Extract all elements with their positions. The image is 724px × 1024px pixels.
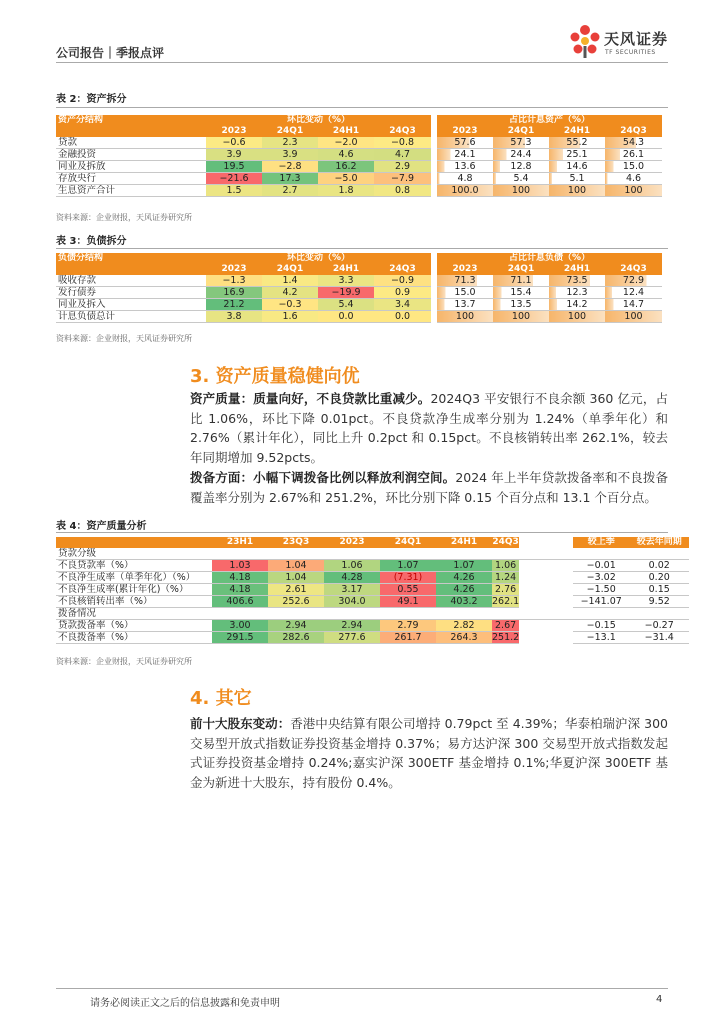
value-cell: 4.18 [212, 572, 268, 584]
qoq-cell: 3.4 [374, 299, 431, 311]
header-qoq: 较上季 [573, 537, 629, 548]
qoq-cell: 2.3 [262, 137, 318, 149]
header-period: 24Q3 [605, 126, 662, 137]
yoy-change: 0.15 [629, 584, 689, 596]
table-row [56, 311, 662, 323]
section4-lead: 前十大股东变动： [190, 716, 291, 731]
column-spacer [519, 560, 573, 572]
row-label: 不良净生成率（单季年化）（%） [56, 572, 212, 584]
share-cell: 57.6 [437, 137, 493, 149]
report-type: 公司报告｜季报点评 [56, 46, 165, 60]
header-group-share: 占比计息负债（%） [437, 253, 662, 264]
value-cell: 4.18 [212, 584, 268, 596]
table2-top-rule [56, 107, 668, 108]
qoq-cell: 4.7 [374, 149, 431, 161]
value-cell: 1.04 [268, 572, 324, 584]
footer-disclaimer: 请务必阅读正文之后的信息披露和免责申明 [90, 998, 280, 1009]
table-row [56, 560, 689, 572]
yoy-change: 0.02 [629, 560, 689, 572]
header-period: 24Q1 [380, 537, 436, 548]
section-label: 拨备情况 [56, 608, 689, 620]
header-period: 24H1 [549, 126, 605, 137]
qoq-cell: 3.9 [206, 149, 262, 161]
share-cell: 71.3 [437, 275, 493, 287]
header-period: 24Q1 [493, 126, 549, 137]
share-cell: 100 [549, 185, 605, 197]
value-cell: 2.76 [492, 584, 519, 596]
value-cell: 1.03 [212, 560, 268, 572]
header-period: 24Q3 [492, 537, 519, 547]
value-cell: 406.6 [212, 596, 268, 608]
header-period: 24H1 [318, 126, 374, 137]
share-cell: 15.4 [493, 287, 549, 299]
qoq-cell: 3.9 [262, 149, 318, 161]
table-row [56, 161, 662, 173]
value-cell: 1.04 [268, 560, 324, 572]
share-cell: 71.1 [493, 275, 549, 287]
value-cell: 282.6 [268, 632, 324, 644]
yoy-change: −0.27 [629, 620, 689, 632]
row-label: 贷款拨备率（%） [56, 620, 212, 632]
qoq-cell: 0.0 [374, 311, 431, 323]
qoq-cell: 0.8 [374, 185, 431, 197]
p2-text: 2024 年上半年贷款拨备率和不良拨备覆盖率分别为 2.67%和 251.2%，环比分别下降 0.15 个百分点和 13.1 个百分点。 [190, 470, 668, 505]
header-period: 2023 [437, 126, 493, 137]
section3-paragraph-1 [190, 389, 668, 467]
qoq-cell: 17.3 [262, 173, 318, 185]
header-period: 24H1 [436, 537, 492, 548]
header-period: 24H1 [549, 264, 605, 275]
qoq-cell: 0.9 [374, 287, 431, 299]
value-cell: 3.00 [212, 620, 268, 632]
share-cell: 55.2 [549, 137, 605, 149]
share-cell: 54.3 [605, 137, 662, 149]
table4-top-rule [56, 532, 668, 533]
header-group-qoq: 环比变动（%） [206, 253, 431, 264]
share-cell: 24.4 [493, 149, 549, 161]
qoq-cell: −7.9 [374, 173, 431, 185]
table-row [56, 149, 662, 161]
yoy-change: 0.20 [629, 572, 689, 584]
value-cell: 4.28 [324, 572, 380, 584]
table-row [56, 275, 662, 287]
share-cell: 100 [549, 311, 605, 323]
share-cell: 26.1 [605, 149, 662, 161]
liability-breakdown-table [56, 253, 662, 323]
value-cell: 0.55 [380, 584, 436, 596]
yoy-change: −31.4 [629, 632, 689, 644]
header-group-share: 占比计息资产（%） [437, 115, 662, 126]
row-label: 同业及拆入 [56, 299, 206, 311]
footer-divider [56, 988, 668, 989]
value-cell: 2.94 [324, 620, 380, 632]
table3-caption: 表 3：负债拆分 [56, 236, 127, 247]
header-structure: 资产分结构 [56, 115, 206, 126]
header-blank [56, 126, 206, 137]
qoq-cell: 2.9 [374, 161, 431, 173]
share-cell: 15.0 [437, 287, 493, 299]
share-cell: 24.1 [437, 149, 493, 161]
value-cell: 3.17 [324, 584, 380, 596]
value-cell: 1.06 [324, 560, 380, 572]
table-row [56, 137, 662, 149]
header-period: 24Q3 [374, 126, 431, 137]
qoq-cell: 4.2 [262, 287, 318, 299]
qoq-cell: −21.6 [206, 173, 262, 185]
qoq-cell: −19.9 [318, 287, 374, 299]
qoq-cell: −2.0 [318, 137, 374, 149]
value-cell: (7.31) [380, 572, 436, 584]
column-spacer [519, 596, 573, 608]
share-cell: 4.6 [605, 173, 662, 185]
share-cell: 15.0 [605, 161, 662, 173]
value-cell: 262.1 [492, 596, 520, 607]
value-cell: 1.06 [492, 560, 519, 572]
column-spacer [519, 584, 573, 596]
value-cell: 291.5 [212, 632, 268, 644]
company-logo [568, 22, 678, 62]
qoq-cell: −2.8 [262, 161, 318, 173]
header-divider [56, 62, 668, 63]
qoq-change: −0.15 [573, 620, 629, 632]
logo-name-cn: 天风证券 [604, 30, 669, 48]
share-cell: 12.3 [549, 287, 605, 299]
header-blank [56, 264, 206, 275]
table-row [56, 584, 689, 596]
value-cell: 403.2 [436, 596, 492, 608]
row-label: 不良拨备率（%） [56, 632, 212, 644]
qoq-change: −3.02 [573, 572, 629, 584]
qoq-change: −141.07 [573, 596, 629, 608]
qoq-cell: 4.6 [318, 149, 374, 161]
share-cell: 13.7 [437, 299, 493, 311]
section4-text: 香港中央结算有限公司增持 0.79pct 至 4.39%；华泰柏瑞沪深 300 交易型开放式指数证券投资基金增持 0.37%；易方达沪深 300 交易型开放式指数发起式证券投资基金增持 0.24%;嘉实沪深 300ETF 基金增持 0.1%;华夏沪深 300ETF 基金为新进十大股东，持有股份 0.4%。 [190, 716, 668, 790]
row-label: 贷款 [56, 137, 206, 149]
share-cell: 14.6 [549, 161, 605, 173]
share-cell: 100 [605, 311, 662, 323]
value-cell: 49.1 [380, 596, 436, 608]
share-cell: 100 [493, 311, 549, 323]
qoq-cell: 16.2 [318, 161, 374, 173]
table-row [56, 632, 689, 644]
section3-title: 3. 资产质量稳健向优 [190, 366, 360, 387]
header-period: 2023 [206, 126, 262, 137]
qoq-change: −1.50 [573, 584, 629, 596]
share-cell: 13.5 [493, 299, 549, 311]
row-label: 不良核销转出率（%） [56, 596, 212, 608]
row-label: 计息负债总计 [56, 311, 206, 323]
share-cell: 14.2 [549, 299, 605, 311]
table-row [56, 173, 662, 185]
value-cell: 261.7 [380, 632, 436, 644]
column-spacer [519, 572, 573, 584]
value-cell: 4.26 [436, 572, 492, 584]
table2-caption: 表 2：资产拆分 [56, 94, 127, 105]
table-row [56, 596, 689, 608]
value-cell: 251.2 [492, 632, 520, 643]
qoq-cell: 1.5 [206, 185, 262, 197]
header-period: 2023 [206, 264, 262, 275]
logo-name-en: TF SECURITIES [605, 49, 656, 56]
row-label: 生息资产合计 [56, 185, 206, 197]
qoq-cell: 16.9 [206, 287, 262, 299]
share-cell: 73.5 [549, 275, 605, 287]
qoq-cell: 3.3 [318, 275, 374, 287]
header-period: 24Q3 [374, 264, 431, 275]
qoq-cell: 2.7 [262, 185, 318, 197]
p2-lead: 拨备方面：小幅下调拨备比例以释放利润空间。 [190, 470, 456, 485]
value-cell: 304.0 [324, 596, 380, 608]
qoq-cell: 3.8 [206, 311, 262, 323]
p1-lead: 资产质量：质量向好，不良贷款比重减少。 [190, 391, 431, 406]
header-blank [56, 537, 212, 548]
value-cell: 2.94 [268, 620, 324, 632]
section4-title: 4. 其它 [190, 688, 252, 709]
table-row [56, 185, 662, 197]
page-number: 4 [656, 994, 663, 1005]
value-cell: 252.6 [268, 596, 324, 608]
asset-breakdown-table [56, 115, 662, 197]
header-period: 24Q3 [605, 264, 662, 275]
row-label: 存放央行 [56, 173, 206, 185]
qoq-cell: 1.4 [262, 275, 318, 287]
header-period: 24Q1 [493, 264, 549, 275]
section4-paragraph [190, 714, 668, 792]
header-period: 2023 [324, 537, 380, 548]
value-cell: 2.79 [380, 620, 436, 632]
row-label: 吸收存款 [56, 275, 206, 287]
qoq-cell: 19.5 [206, 161, 262, 173]
header-period: 24H1 [318, 264, 374, 275]
value-cell: 1.07 [380, 560, 436, 572]
qoq-cell: −0.8 [374, 137, 431, 149]
table2-source: 资料来源：企业财报，天风证券研究所 [56, 213, 192, 222]
value-cell: 1.24 [492, 572, 519, 584]
asset-quality-table [56, 537, 689, 644]
table4-source: 资料来源：企业财报，天风证券研究所 [56, 657, 192, 666]
qoq-cell: −5.0 [318, 173, 374, 185]
value-cell: 2.67 [492, 620, 519, 632]
row-label: 不良贷款率（%） [56, 560, 212, 572]
share-cell: 13.6 [437, 161, 493, 173]
share-cell: 12.8 [493, 161, 549, 173]
value-cell: 2.82 [436, 620, 492, 632]
qoq-cell: 21.2 [206, 299, 262, 311]
qoq-cell: 1.6 [262, 311, 318, 323]
qoq-cell: −0.9 [374, 275, 431, 287]
logo-flower-icon [568, 24, 602, 60]
table3-source: 资料来源：企业财报，天风证券研究所 [56, 334, 192, 343]
yoy-change: 9.52 [629, 596, 689, 608]
table-row [56, 299, 662, 311]
share-cell: 14.7 [605, 299, 662, 311]
qoq-cell: −0.3 [262, 299, 318, 311]
value-cell: 4.26 [436, 584, 492, 596]
header-period: 23Q3 [268, 537, 324, 548]
column-spacer [519, 632, 573, 644]
section-label: 贷款分级 [56, 548, 689, 560]
qoq-cell: 0.0 [318, 311, 374, 323]
p1-text: 2024Q3 平安银行不良余额 360 亿元，占比 1.06%，环比下降 0.01pct。不良贷款净生成率分别为 1.24%（单季年化）和 2.76%（累计年化），同比上升 0.2pct 和 0.15pct。不良核销转出率 262.1%，较去年同期增加 9.52pcts。 [190, 391, 668, 465]
header-period: 24Q1 [262, 264, 318, 275]
table-row [56, 287, 662, 299]
share-cell: 5.4 [493, 173, 549, 185]
section3-paragraph-2 [190, 468, 668, 507]
header-period: 24Q1 [262, 126, 318, 137]
row-label: 同业及拆放 [56, 161, 206, 173]
value-cell: 2.61 [268, 584, 324, 596]
qoq-change: −0.01 [573, 560, 629, 572]
header-period: 23H1 [212, 537, 268, 548]
header-structure: 负债分结构 [56, 253, 206, 264]
share-cell: 25.1 [549, 149, 605, 161]
row-label: 不良净生成率(累计年化)（%） [56, 584, 212, 596]
header-group-qoq: 环比变动（%） [206, 115, 431, 126]
qoq-cell: 5.4 [318, 299, 374, 311]
share-cell: 12.4 [605, 287, 662, 299]
share-cell: 5.1 [549, 173, 605, 185]
share-cell: 4.8 [437, 173, 493, 185]
share-cell: 100 [605, 185, 662, 197]
row-label: 金融投资 [56, 149, 206, 161]
table4-caption: 表 4：资产质量分析 [56, 521, 147, 532]
table3-top-rule [56, 248, 668, 249]
table-row [56, 620, 689, 632]
column-spacer [519, 537, 573, 548]
qoq-cell: −0.6 [206, 137, 262, 149]
share-cell: 100.0 [437, 185, 493, 197]
value-cell: 277.6 [324, 632, 380, 644]
column-spacer [519, 620, 573, 632]
qoq-change: −13.1 [573, 632, 629, 644]
share-cell: 100 [493, 185, 549, 197]
share-cell: 57.3 [493, 137, 549, 149]
row-label: 发行债券 [56, 287, 206, 299]
qoq-cell: −1.3 [206, 275, 262, 287]
table-row [56, 572, 689, 584]
share-cell: 72.9 [605, 275, 662, 287]
header-period: 2023 [437, 264, 493, 275]
qoq-cell: 1.8 [318, 185, 374, 197]
value-cell: 264.3 [436, 632, 492, 644]
header-yoy: 较去年同期 [629, 537, 689, 548]
value-cell: 1.07 [436, 560, 492, 572]
share-cell: 100 [437, 311, 493, 323]
